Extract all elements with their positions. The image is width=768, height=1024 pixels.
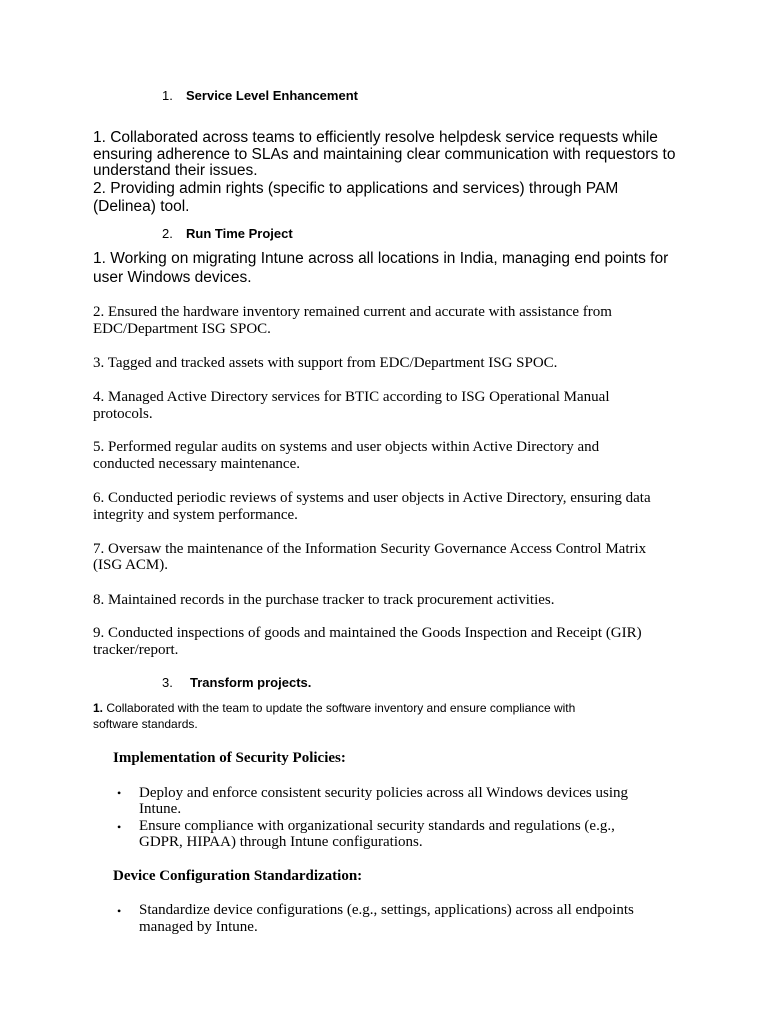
- runtime-item-1-line-1: 1. Working on migrating Intune across all locations in India, managing end points for: [93, 250, 669, 267]
- security-bullet-2-line-2: GDPR, HIPAA) through Intune configurations.: [139, 834, 423, 850]
- runtime-item-1-line-2: user Windows devices.: [93, 269, 252, 286]
- transform-item-1-text: Collaborated with the team to update the software inventory and ensure compliance with: [106, 701, 576, 715]
- runtime-item-2-line-2: EDC/Department ISG SPOC.: [93, 321, 271, 337]
- service-item-2-line-1: 2. Providing admin rights (specific to applications and services) through PAM: [93, 180, 619, 197]
- runtime-item-4-line-1: 4. Managed Active Directory services for BTIC according to ISG Operational Manual: [93, 389, 610, 405]
- transform-item-1-line-1: [93, 700, 575, 717]
- service-item-1-line-3: understand their issues.: [93, 162, 258, 179]
- bullet-icon: •: [117, 904, 122, 918]
- runtime-item-6-line-1: 6. Conducted periodic reviews of systems and user objects in Active Directory, ensuring data: [93, 490, 651, 506]
- security-policies-heading: Implementation of Security Policies:: [113, 750, 346, 766]
- transform-item-1-number: 1.: [93, 701, 104, 715]
- transform-item-1-line-2: software standards.: [93, 717, 198, 731]
- service-item-1-line-2: ensuring adherence to SLAs and maintaining clear communication with requestors to: [93, 146, 676, 163]
- service-item-2-line-2: (Delinea) tool.: [93, 198, 190, 215]
- runtime-item-9-line-2: tracker/report.: [93, 642, 179, 658]
- runtime-item-5-line-2: conducted necessary maintenance.: [93, 456, 300, 472]
- runtime-item-2-line-1: 2. Ensured the hardware inventory remained current and accurate with assistance from: [93, 304, 612, 320]
- security-bullet-1-line-2: Intune.: [139, 801, 182, 817]
- device-bullet-1-line-1: Standardize device configurations (e.g., settings, applications) across all endpoints: [139, 902, 634, 918]
- service-item-1-line-1: 1. Collaborated across teams to efficiently resolve helpdesk service requests while: [93, 129, 658, 146]
- bullet-icon: •: [117, 786, 122, 800]
- section-3-number: 3.: [162, 675, 173, 690]
- device-bullet-1-line-2: managed by Intune.: [139, 919, 258, 935]
- bullet-icon: •: [117, 820, 122, 834]
- runtime-item-9-line-1: 9. Conducted inspections of goods and maintained the Goods Inspection and Receipt (GIR): [93, 625, 642, 641]
- runtime-item-3-line-1: 3. Tagged and tracked assets with support from EDC/Department ISG SPOC.: [93, 355, 558, 371]
- runtime-item-4-line-2: protocols.: [93, 406, 153, 422]
- runtime-item-7-line-2: (ISG ACM).: [93, 557, 169, 573]
- runtime-item-5-line-1: 5. Performed regular audits on systems and user objects within Active Directory and: [93, 439, 600, 455]
- security-bullet-1-line-1: Deploy and enforce consistent security policies across all Windows devices using: [139, 785, 628, 801]
- security-bullet-2-line-1: Ensure compliance with organizational security standards and regulations (e.g.,: [139, 818, 615, 834]
- device-config-heading: Device Configuration Standardization:: [113, 868, 363, 884]
- section-2-number: 2.: [162, 226, 173, 241]
- section-1-number: 1.: [162, 88, 173, 103]
- runtime-item-8-line-1: 8. Maintained records in the purchase tracker to track procurement activities.: [93, 592, 555, 608]
- section-2-title: Run Time Project: [186, 226, 293, 241]
- section-1-title: Service Level Enhancement: [186, 88, 358, 103]
- runtime-item-6-line-2: integrity and system performance.: [93, 507, 298, 523]
- section-3-title: Transform projects.: [190, 675, 312, 690]
- runtime-item-7-line-1: 7. Oversaw the maintenance of the Information Security Governance Access Control Matrix: [93, 541, 647, 557]
